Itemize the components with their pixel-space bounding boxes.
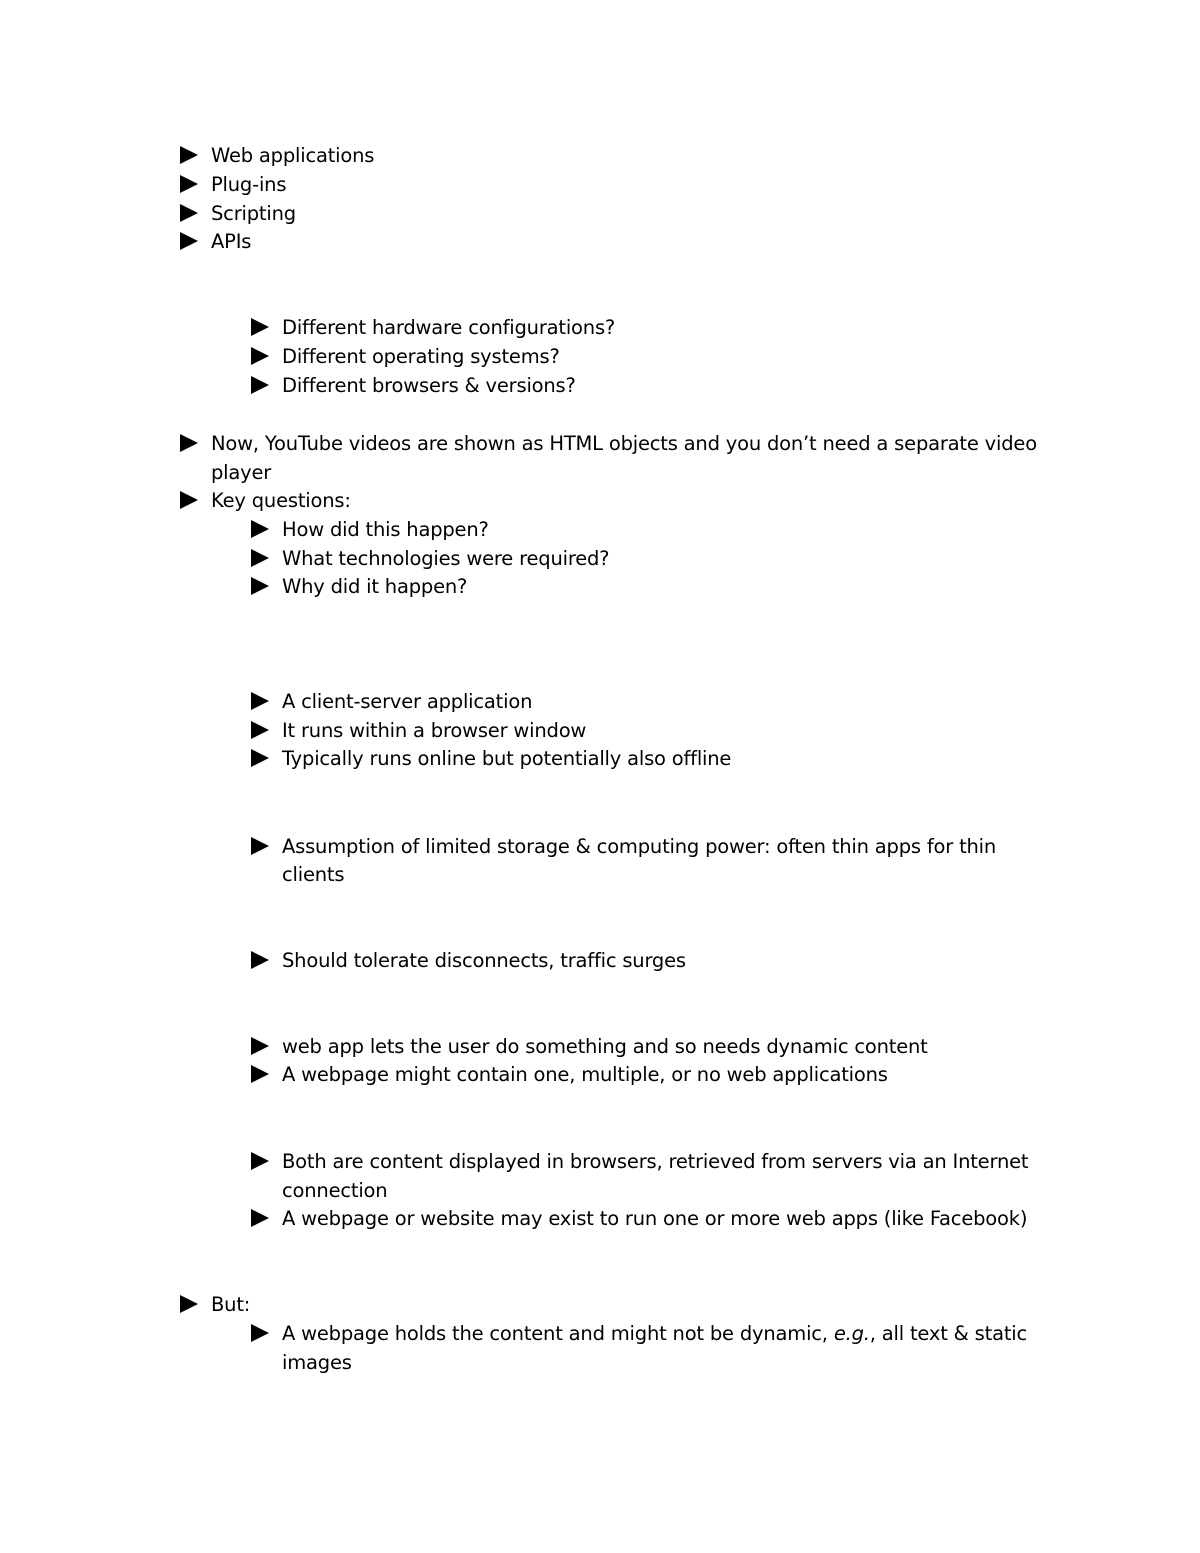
list-item xyxy=(249,572,467,601)
list-item-continuation: clients xyxy=(282,863,345,886)
triangle-bullet-icon xyxy=(251,376,269,394)
list-item-text: Now, YouTube videos are shown as HTML objects and you don’t need a separate video xyxy=(211,432,1037,455)
list-item-text-italic: e.g. xyxy=(833,1322,870,1345)
triangle-bullet-icon xyxy=(180,491,198,509)
triangle-bullet-icon xyxy=(251,837,269,855)
list-item-text: Scripting xyxy=(211,202,296,225)
triangle-bullet-icon xyxy=(251,577,269,595)
list-item-text: Different hardware configurations? xyxy=(282,316,616,339)
list-item-text: A webpage or website may exist to run one or more web apps (like Facebook) xyxy=(282,1207,1028,1230)
list-item-text: Key questions: xyxy=(211,489,351,512)
list-item xyxy=(249,1060,888,1089)
list-item-text: Plug-ins xyxy=(211,173,287,196)
list-item xyxy=(249,342,560,371)
list-item xyxy=(249,1032,928,1061)
list-item xyxy=(249,1319,1027,1348)
list-item-text: What technologies were required? xyxy=(282,547,610,570)
triangle-bullet-icon xyxy=(180,146,198,164)
list-item xyxy=(178,486,351,515)
triangle-bullet-icon xyxy=(251,1037,269,1055)
triangle-bullet-icon xyxy=(251,721,269,739)
list-item-text: Both are content displayed in browsers, retrieved from servers via an Internet xyxy=(282,1150,1029,1173)
triangle-bullet-icon xyxy=(251,692,269,710)
list-item-text: web app lets the user do something and so needs dynamic content xyxy=(282,1035,928,1058)
triangle-bullet-icon xyxy=(251,318,269,336)
triangle-bullet-icon xyxy=(251,347,269,365)
list-item-text: Should tolerate disconnects, traffic surges xyxy=(282,949,686,972)
list-item xyxy=(249,946,686,975)
list-item-continuation: images xyxy=(282,1351,352,1374)
list-item xyxy=(249,515,489,544)
list-item xyxy=(178,141,374,170)
triangle-bullet-icon xyxy=(251,549,269,567)
list-item xyxy=(178,429,1037,458)
list-item-text: Assumption of limited storage & computing power: often thin apps for thin xyxy=(282,835,997,858)
list-item-continuation: connection xyxy=(282,1179,388,1202)
list-item xyxy=(178,170,286,199)
list-item-text: Typically runs online but potentially also offline xyxy=(282,747,732,770)
triangle-bullet-icon xyxy=(251,1065,269,1083)
triangle-bullet-icon xyxy=(251,1324,269,1342)
list-item-text-part: A webpage holds the content and might not be dynamic, xyxy=(282,1322,834,1345)
list-item xyxy=(249,1147,1028,1176)
list-item-text: But: xyxy=(211,1293,251,1316)
list-item-text: A client-server application xyxy=(282,690,533,713)
triangle-bullet-icon xyxy=(180,1295,198,1313)
list-item xyxy=(249,716,586,745)
list-item-text: Different browsers & versions? xyxy=(282,374,576,397)
list-item xyxy=(249,687,532,716)
list-item xyxy=(249,1204,1027,1233)
list-item xyxy=(178,199,296,228)
triangle-bullet-icon xyxy=(180,434,198,452)
list-item-text xyxy=(249,1319,1027,1348)
triangle-bullet-icon xyxy=(251,1152,269,1170)
list-item-text: Web applications xyxy=(211,144,375,167)
list-item-text: Different operating systems? xyxy=(282,345,560,368)
list-item-text: It runs within a browser window xyxy=(282,719,587,742)
list-item xyxy=(249,744,731,773)
list-item-text: Why did it happen? xyxy=(282,575,468,598)
list-item-text-part: , all text & static xyxy=(869,1322,1028,1345)
list-item xyxy=(249,832,996,861)
list-item xyxy=(249,544,609,573)
list-item-text: APIs xyxy=(211,230,252,253)
triangle-bullet-icon xyxy=(251,749,269,767)
triangle-bullet-icon xyxy=(251,520,269,538)
list-item-continuation: player xyxy=(211,461,272,484)
triangle-bullet-icon xyxy=(251,1209,269,1227)
list-item-text: How did this happen? xyxy=(282,518,489,541)
list-item xyxy=(178,1290,250,1319)
list-item xyxy=(178,227,251,256)
list-item-text: A webpage might contain one, multiple, or no web applications xyxy=(282,1063,888,1086)
list-item xyxy=(249,313,615,342)
list-item xyxy=(249,371,576,400)
triangle-bullet-icon xyxy=(180,204,198,222)
triangle-bullet-icon xyxy=(180,232,198,250)
triangle-bullet-icon xyxy=(180,175,198,193)
triangle-bullet-icon xyxy=(251,951,269,969)
